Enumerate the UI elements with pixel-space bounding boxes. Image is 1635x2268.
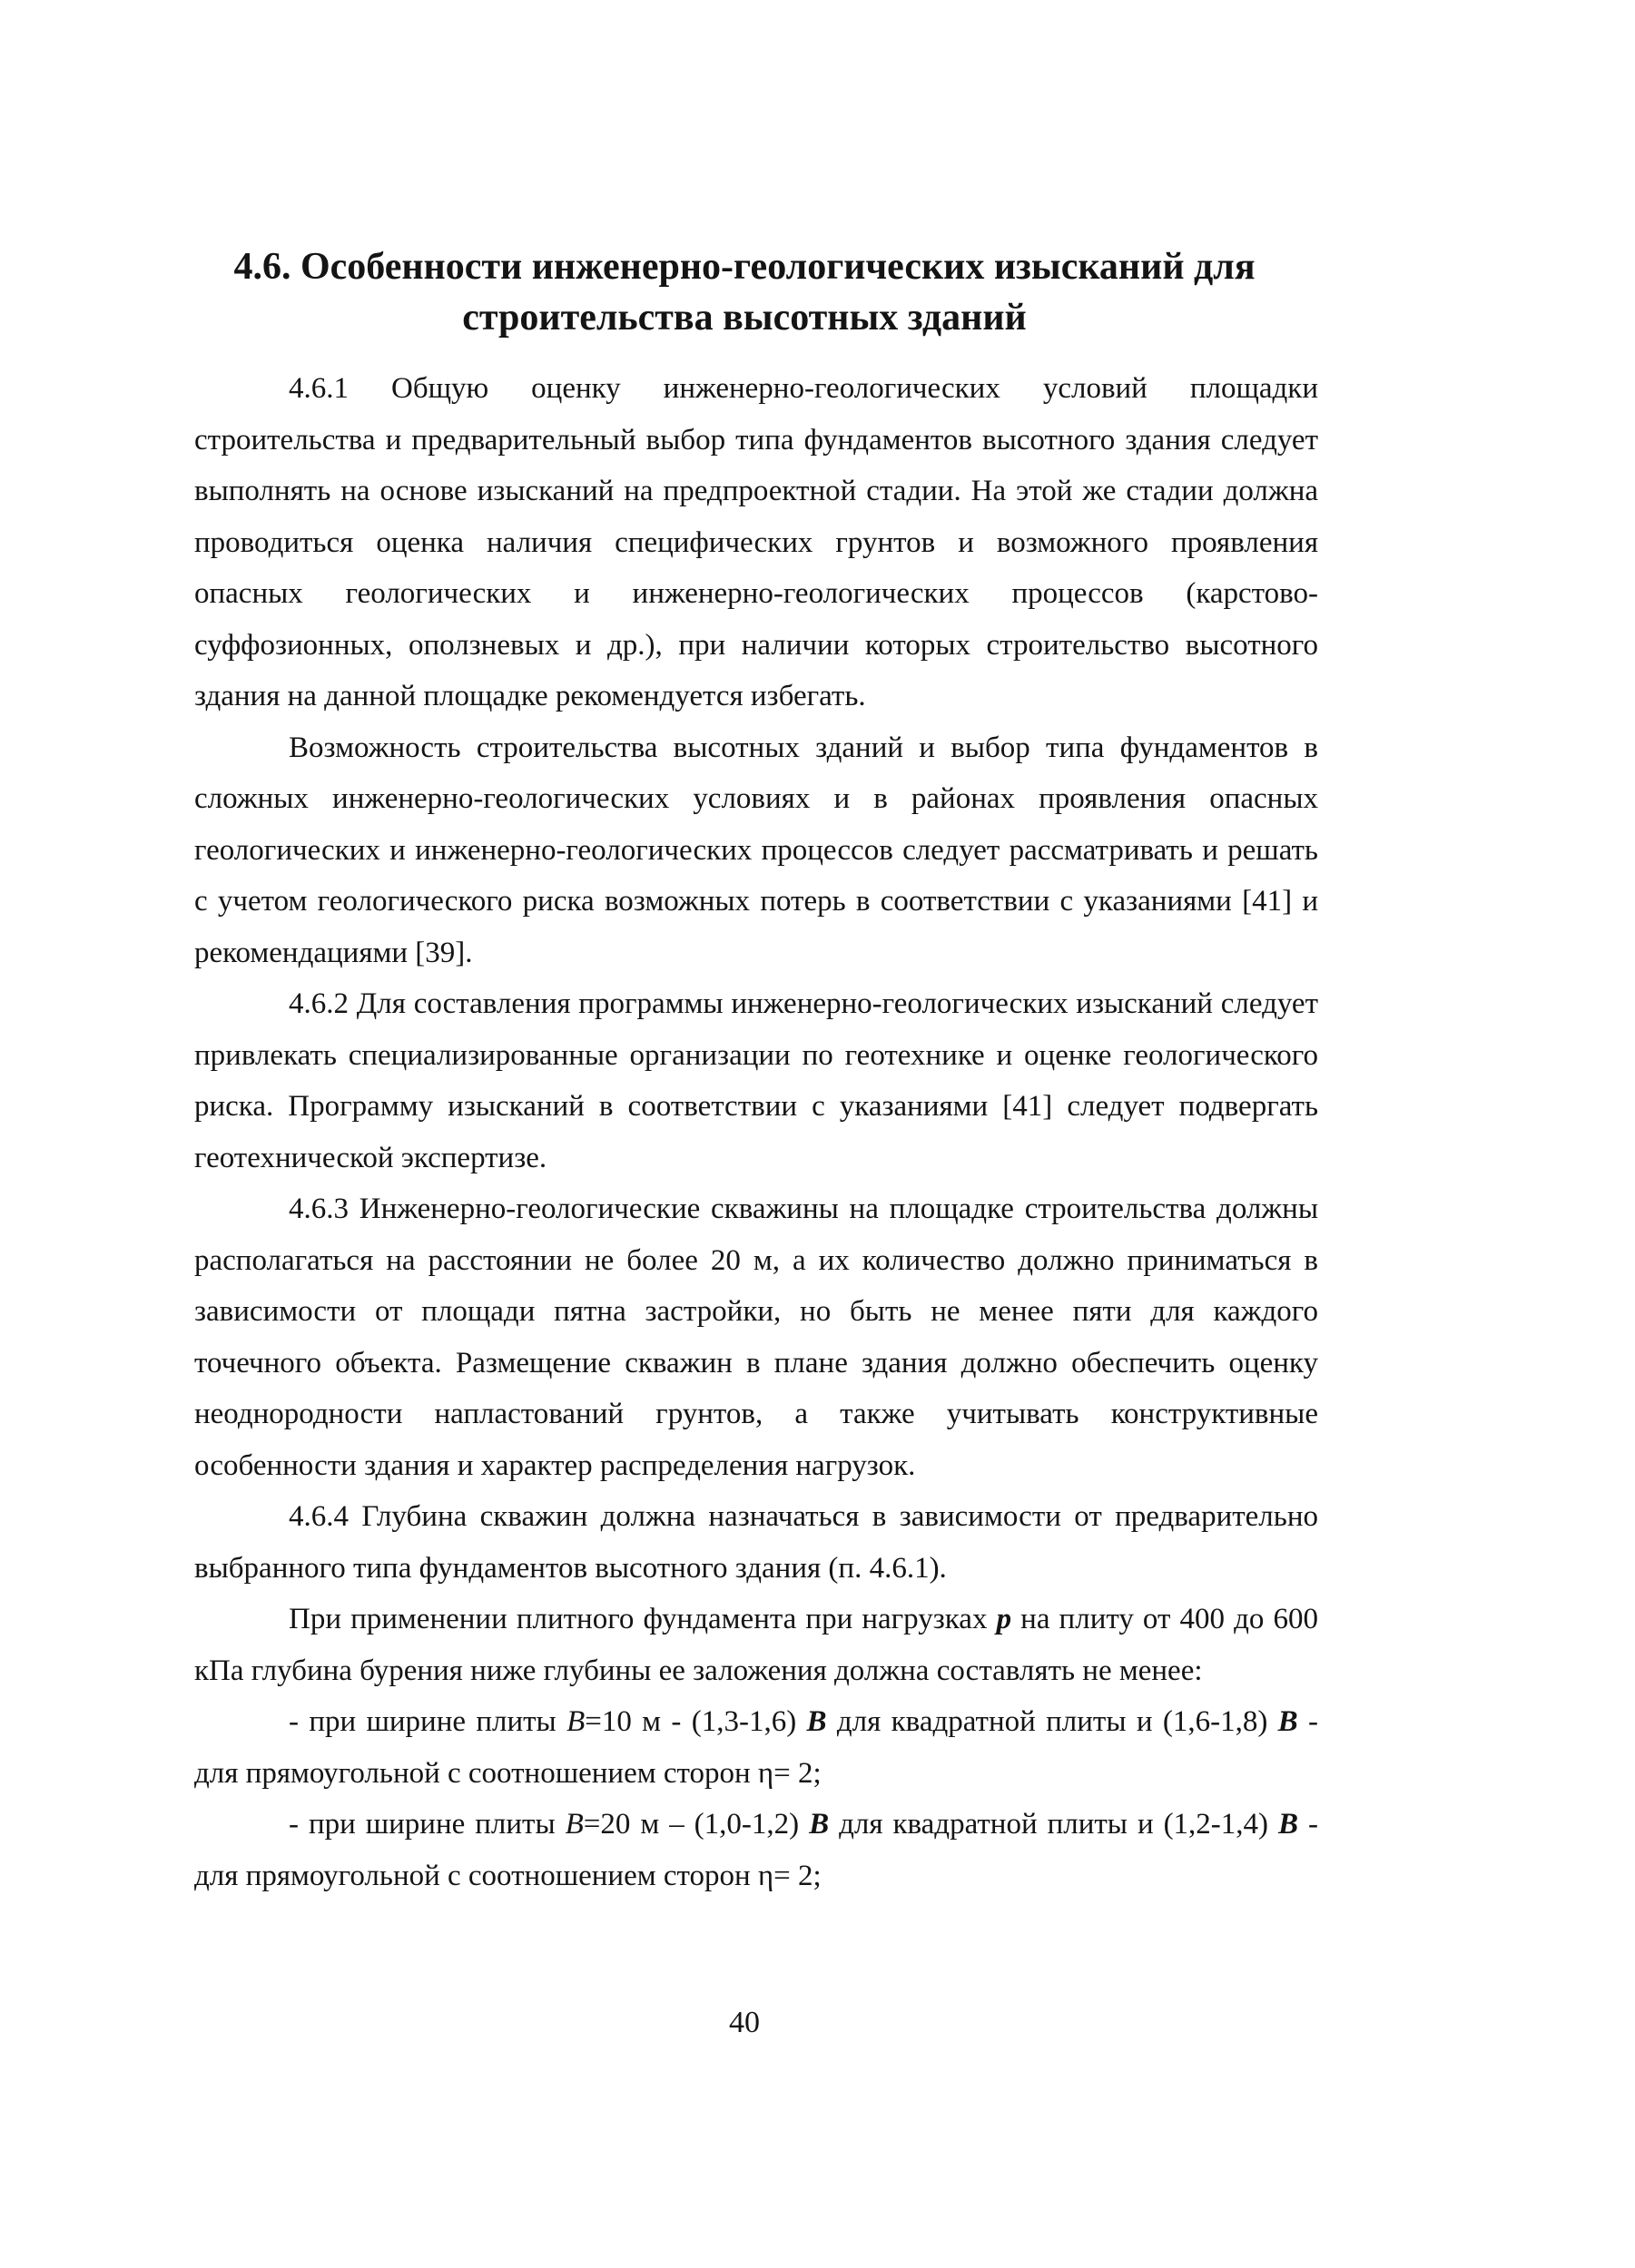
section-heading <box>209 241 1280 343</box>
width-variable: B <box>809 1808 830 1841</box>
paragraph-4-6-3: 4.6.3 Инженерно-геологические скважины на площадке строительства должны располагаться на расстоянии не более 20 м, а их количество должно приниматься в зависимости от площади пятна застройки, но быть не менее пяти для каждого точечного объекта. Размещение скважин в плане здания должно обеспечить оценку неоднородности напластований грунтов, а также учитывать конструктивные особенности здания и характер распределения нагрузок. <box>194 1193 1318 1482</box>
plate-text-before: При применении плитного фундамента при нагрузках <box>289 1603 997 1635</box>
paragraph-4-6-1: 4.6.1 Общую оценку инженерно-геологических условий площадки строительства и предварительный выбор типа фундаментов высотного здания следует выполнять на основе изысканий на предпроектной стадии. На этой же стадии должна проводиться оценка наличия специфических грунтов и возможного проявления опасных геологических и инженерно-геологических процессов (карстово-суффозионных, оползневых и др.), при наличии которых строительство высотного здания на данной площадке рекомендуется избегать. <box>194 372 1318 712</box>
list-item-width-20 <box>194 1799 1318 1901</box>
paragraph-4-6-2: 4.6.2 Для составления программы инженерно-геологических изысканий следует привлекать специализированные организации по геотехнике и оценке геологического риска. Программу изысканий в соответствии с указаниями [41] следует подвергать геотехнической экспертизе. <box>194 987 1318 1174</box>
list-text: - при ширине плиты <box>289 1808 566 1841</box>
width-variable: B <box>1278 1808 1299 1841</box>
paragraph-plate-foundation <box>194 1594 1318 1696</box>
page-number: 40 <box>729 2006 760 2039</box>
section-heading-line-1: 4.6. Особенности инженерно-геологических изысканий для <box>233 246 1256 288</box>
width-variable: B <box>1277 1705 1298 1738</box>
list-text: - для прямоугольной с соотношением сторон η= 2; <box>194 1808 1318 1892</box>
list-text: =20 м – (1,0-1,2) <box>583 1808 810 1841</box>
load-variable: p <box>996 1603 1012 1635</box>
paragraph-4-6-4: 4.6.4 Глубина скважин должна назначаться в зависимости от предварительно выбранного типа фундаментов высотного здания (п. 4.6.1). <box>194 1500 1318 1585</box>
list-text: для квадратной плиты и (1,2-1,4) <box>829 1808 1278 1841</box>
width-variable: B <box>566 1705 586 1738</box>
list-text: для квадратной плиты и (1,6-1,8) <box>826 1705 1278 1738</box>
section-heading-line-2: строительства высотных зданий <box>462 297 1027 339</box>
list-item-width-10 <box>194 1696 1318 1799</box>
body-text <box>194 363 1318 1901</box>
list-text: - для прямоугольной с соотношением сторон η= 2; <box>194 1705 1318 1790</box>
paragraph-construction-possibility: Возможность строительства высотных зданий и выбор типа фундаментов в сложных инженерно-геологических условиях и в районах проявления опасных геологических и инженерно-геологических процессов следует рассматривать и решать с учетом геологического риска возможных потерь в соответствии с указаниями [41] и рекомендациями [39]. <box>194 731 1318 969</box>
list-text: - при ширине плиты <box>289 1705 567 1738</box>
width-variable: B <box>565 1808 584 1841</box>
list-text: =10 м - (1,3-1,6) <box>585 1705 807 1738</box>
width-variable: B <box>806 1705 827 1738</box>
plate-text-after: на плиту от 400 до 600 кПа глубина бурения ниже глубины ее заложения должна составлять не менее: <box>194 1603 1318 1687</box>
